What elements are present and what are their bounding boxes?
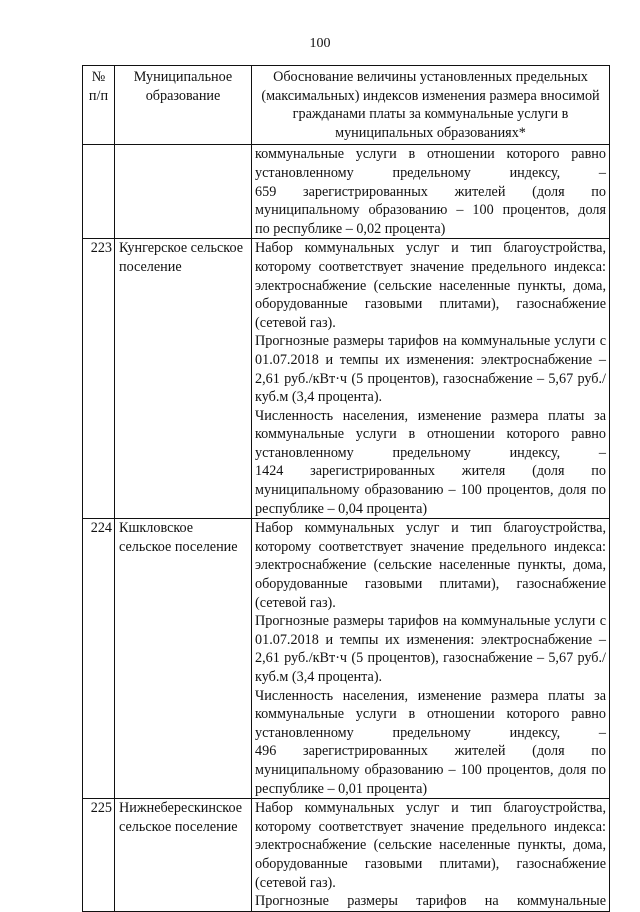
services-paragraph: Набор коммунальных услуг и тип благоустройства, которому соответствует значение предельного индекса: электроснабжение (сельские населенные пункты, дома, оборудованные газовыми плитами), газоснабжение (сетевой газ). xyxy=(255,520,606,611)
page-number: 100 xyxy=(309,36,331,51)
services-paragraph: Набор коммунальных услуг и тип благоустройства, которому соответствует значение предельного индекса: электроснабжение (сельские населенные пункты, дома, оборудованные газовыми плитами), газоснабжение (сетевой газ). xyxy=(255,800,606,891)
row-justification xyxy=(252,799,610,912)
municipal-index-table xyxy=(82,65,610,912)
row-num-empty xyxy=(83,145,115,239)
services-paragraph: Набор коммунальных услуг и тип благоустройства, которому соответствует значение предельного индекса: электроснабжение (сельские населенные пункты, дома, оборудованные газовыми плитами), газоснабжение (сетевой газ). xyxy=(255,240,606,331)
table-row-continuation xyxy=(83,145,610,239)
row-num: 223 xyxy=(83,239,115,519)
row-justification xyxy=(252,519,610,799)
population-paragraph: Численность населения, изменение размера платы за коммунальные услуги в отношении которого равно установленному предельному индексу, – xyxy=(255,687,606,741)
tariffs-paragraph: Прогнозные размеры тарифов на коммунальные xyxy=(255,893,606,910)
tariffs-paragraph: Прогнозные размеры тарифов на коммунальные услуги с 01.07.2018 и темпы их изменения: электроснабжение – 2,61 руб./кВт·ч (5 процентов), газоснабжение – 5,67 руб./куб.м (3,4 процента). xyxy=(255,333,606,406)
row-municipality: Кунгерское сельское поселение xyxy=(115,239,252,519)
population-paragraph: Численность населения, изменение размера платы за коммунальные услуги в отношении которого равно установленному предельному индексу, – xyxy=(255,407,606,461)
row-municipality-empty xyxy=(115,145,252,239)
header-justification: Обоснование величины установленных предельных (максимальных) индексов изменения размера вносимой гражданами платы за коммунальные услуги в муниципальных образованиях* xyxy=(252,66,610,145)
population-count-paragraph: 1424 зарегистрированных жителя (доля по муниципальному образованию – 100 процентов, доля по республике – 0,04 процента) xyxy=(255,463,606,517)
table-row xyxy=(83,519,610,799)
table-row xyxy=(83,799,610,912)
row-municipality: Кшкловское сельское поселение xyxy=(115,519,252,799)
row-municipality: Нижнеберескинское сельское поселение xyxy=(115,799,252,912)
continuation-line-3: 659 зарегистрированных жителей (доля по xyxy=(255,183,606,200)
table-row xyxy=(83,239,610,519)
row-num: 225 xyxy=(83,799,115,912)
header-num: № п/п xyxy=(83,66,115,145)
continuation-line-2: установленному предельному индексу, – xyxy=(255,164,606,181)
row-justification-continued xyxy=(252,145,610,239)
continuation-line-4: муниципальному образованию – 100 процентов, доля xyxy=(255,202,606,219)
continuation-line-1: коммунальные услуги в отношении которого равно xyxy=(255,146,606,163)
continuation-line-5: по республике – 0,02 процента) xyxy=(255,220,446,237)
row-justification xyxy=(252,239,610,519)
header-municipality: Муниципальное образование xyxy=(115,66,252,145)
tariffs-paragraph: Прогнозные размеры тарифов на коммунальные услуги с 01.07.2018 и темпы их изменения: электроснабжение – 2,61 руб./кВт·ч (5 процентов), газоснабжение – 5,67 руб./куб.м (3,4 процента). xyxy=(255,613,606,685)
row-num: 224 xyxy=(83,519,115,799)
table-header-row xyxy=(83,66,610,145)
population-count-paragraph: 496 зарегистрированных жителей (доля по муниципальному образованию – 100 процентов, доля по республике – 0,01 процента) xyxy=(255,743,606,797)
